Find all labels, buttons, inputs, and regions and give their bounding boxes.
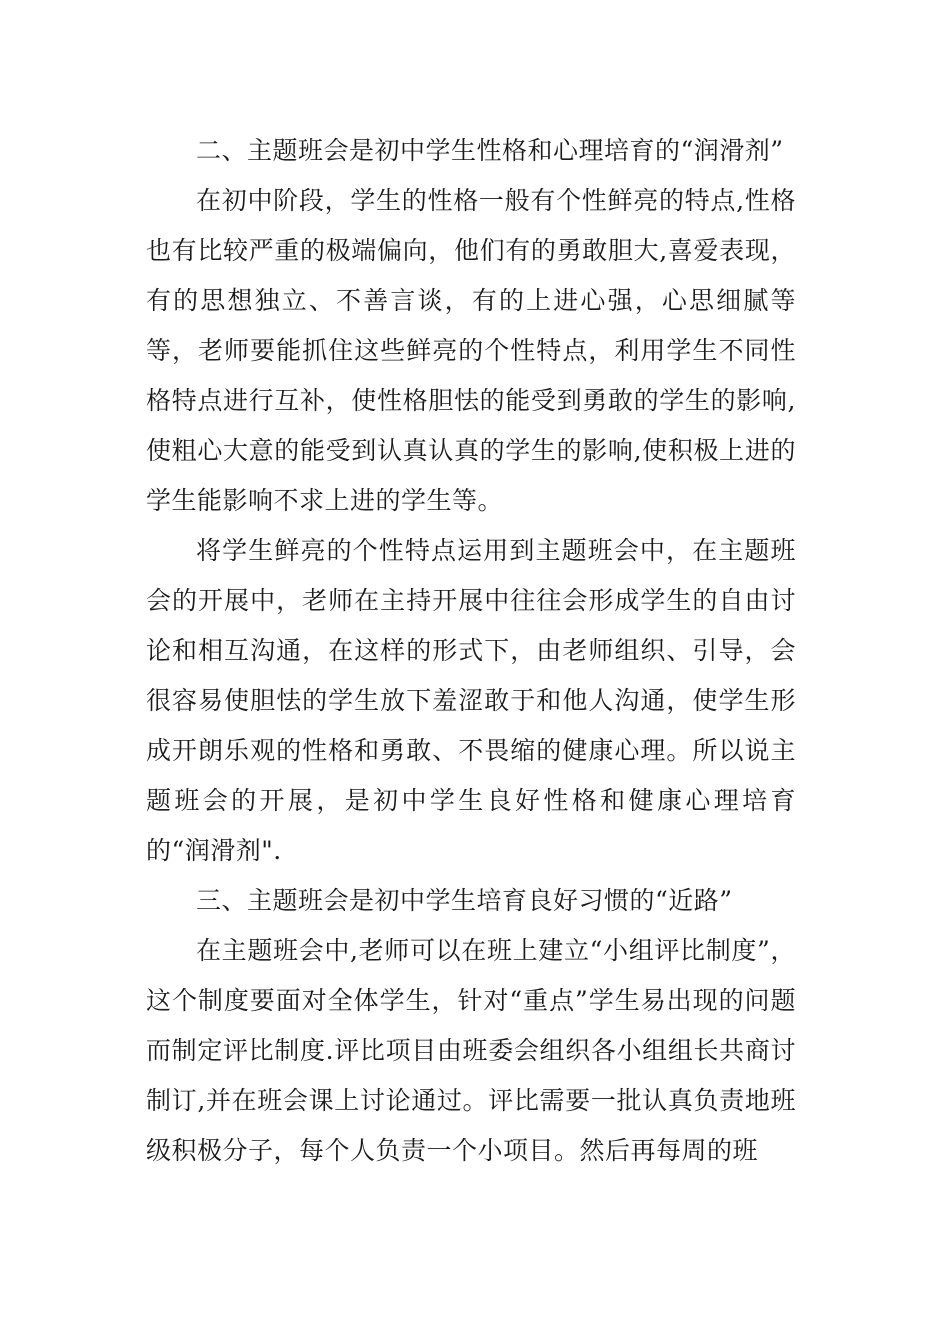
section-heading-3: 三、主题班会是初中学生培育良好习惯的“近路” [196,886,733,915]
paragraph: 在主题班会中,老师可以在班上建立“小组评比制度”，这个制度要面对全体学生，针对“重点”学生易出现的问题而制定评比制度.评比项目由班委会组织各小组组长共商讨制订,并在班会课上讨论通过。评比需要一批认真负责地班级积极分子，每个人负责一个小项目。然后再每周的班 [146,936,796,1165]
paragraph: 将学生鲜亮的个性特点运用到主题班会中，在主题班会的开展中，老师在主持开展中往往会形成学生的自由讨论和相互沟通，在这样的形式下，由老师组织、引导，会很容易使胆怯的学生放下羞涩敢于和他人沟通，使学生形成开朗乐观的性格和勇敢、不畏缩的健康心理。所以说主题班会的开展，是初中学生良好性格和健康心理培育的“润滑剂". [146,536,796,865]
section-heading-2: 二、主题班会是初中学生性格和心理培育的“润滑剂” [196,136,784,165]
paragraph: 在初中阶段，学生的性格一般有个性鲜亮的特点,性格也有比较严重的极端偏向，他们有的勇敢胆大,喜爱表现，有的思想独立、不善言谈，有的上进心强，心思细腻等等，老师要能抓住这些鲜亮的个性特点，利用学生不同性格特点进行互补，使性格胆怯的能受到勇敢的学生的影响,使粗心大意的能受到认真认真的学生的影响,使积极上进的学生能影响不求上进的学生等。 [146,186,796,515]
document-body [146,126,796,1176]
